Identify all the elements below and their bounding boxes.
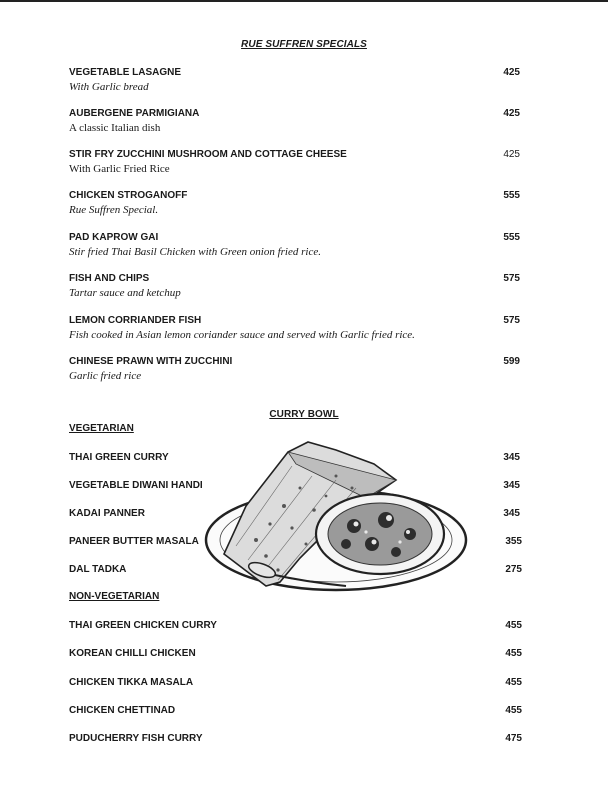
item-price: 425 xyxy=(503,108,520,119)
item-description: Rue Suffren Special. xyxy=(69,204,159,216)
item-name: CHICKEN STROGANOFF xyxy=(69,190,188,201)
item-price: 455 xyxy=(505,705,522,716)
subsection-non-vegetarian: NON-VEGETARIAN xyxy=(69,591,160,602)
menu-item-korean-chilli-chicken xyxy=(69,647,521,660)
item-name: AUBERGENE PARMIGIANA xyxy=(69,108,200,119)
menu-item-stir-fry-zucchini xyxy=(69,148,521,176)
page-top-border xyxy=(0,0,608,2)
menu-item-vegetable-diwani-handi xyxy=(69,479,521,492)
item-price: 355 xyxy=(505,536,522,547)
item-description: With Garlic Fried Rice xyxy=(69,163,170,175)
menu-item-chicken-stroganoff xyxy=(69,189,521,217)
section-title-specials: RUE SUFFREN SPECIALS xyxy=(241,39,367,50)
item-price: 455 xyxy=(505,677,522,688)
item-name: THAI GREEN CHICKEN CURRY xyxy=(69,620,217,631)
subsection-vegetarian: VEGETARIAN xyxy=(69,423,134,434)
item-name: PUDUCHERRY FISH CURRY xyxy=(69,733,203,744)
item-price: 575 xyxy=(503,315,520,326)
item-name: DAL TADKA xyxy=(69,564,127,575)
item-name: KADAI PANNER xyxy=(69,508,145,519)
item-price: 475 xyxy=(505,733,522,744)
item-description: Fish cooked in Asian lemon coriander sauce and served with Garlic fried rice. xyxy=(69,329,415,341)
menu-item-fish-and-chips xyxy=(69,272,521,300)
item-price: 455 xyxy=(505,648,522,659)
item-name: CHINESE PRAWN WITH ZUCCHINI xyxy=(69,356,233,367)
item-price: 555 xyxy=(503,232,520,243)
menu-item-chinese-prawn xyxy=(69,355,521,383)
item-price: 345 xyxy=(503,508,520,519)
item-description: Tartar sauce and ketchup xyxy=(69,287,181,299)
item-price: 345 xyxy=(503,480,520,491)
section-title-curry-bowl: CURRY BOWL xyxy=(269,409,339,420)
menu-item-dal-tadka xyxy=(69,563,521,576)
item-name: LEMON CORRIANDER FISH xyxy=(69,315,202,326)
menu-item-thai-green-chicken-curry xyxy=(69,619,521,632)
item-name: PANEER BUTTER MASALA xyxy=(69,536,199,547)
item-name: VEGETABLE DIWANI HANDI xyxy=(69,480,203,491)
menu-item-lemon-corriander-fish xyxy=(69,314,521,342)
item-price: 425 xyxy=(503,149,520,160)
item-price: 555 xyxy=(503,190,520,201)
item-price: 455 xyxy=(505,620,522,631)
item-name: CHICKEN TIKKA MASALA xyxy=(69,677,194,688)
item-price: 575 xyxy=(503,273,520,284)
menu-item-pad-kaprow-gai xyxy=(69,231,521,259)
menu-item-puducherry-fish-curry xyxy=(69,732,521,745)
item-name: CHICKEN CHETTINAD xyxy=(69,705,176,716)
menu-item-paneer-butter-masala xyxy=(69,535,521,548)
menu-item-chicken-chettinad xyxy=(69,704,521,717)
item-name: VEGETABLE LASAGNE xyxy=(69,67,182,78)
item-name: FISH AND CHIPS xyxy=(69,273,150,284)
item-name: KOREAN CHILLI CHICKEN xyxy=(69,648,196,659)
item-price: 425 xyxy=(503,67,520,78)
item-price: 275 xyxy=(505,564,522,575)
item-name: PAD KAPROW GAI xyxy=(69,232,159,243)
menu-item-thai-green-curry xyxy=(69,451,521,464)
item-description: Stir fried Thai Basil Chicken with Green onion fried rice. xyxy=(69,246,321,258)
menu-item-vegetable-lasagne xyxy=(69,66,521,94)
item-price: 345 xyxy=(503,452,520,463)
item-name: STIR FRY ZUCCHINI MUSHROOM AND COTTAGE CHEESE xyxy=(69,149,347,160)
menu-item-chicken-tikka-masala xyxy=(69,676,521,689)
item-description: With Garlic bread xyxy=(69,81,149,93)
item-description: Garlic fried rice xyxy=(69,370,142,382)
menu-item-aubergene-parmigiana xyxy=(69,107,521,135)
menu-item-kadai-panner xyxy=(69,507,521,520)
item-price: 599 xyxy=(503,356,520,367)
item-name: THAI GREEN CURRY xyxy=(69,452,169,463)
item-description: A classic Italian dish xyxy=(69,122,161,134)
